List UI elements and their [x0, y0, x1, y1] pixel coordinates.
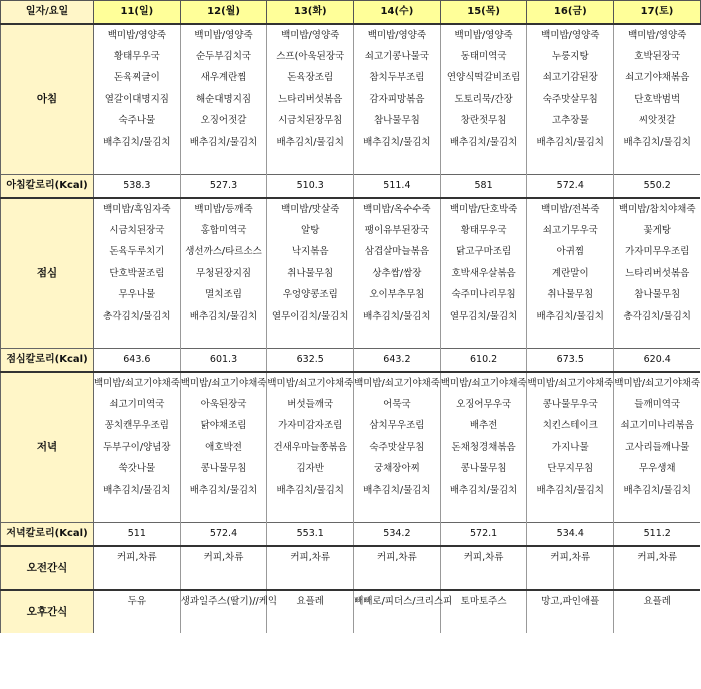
dinner-row: [1, 372, 701, 394]
menu-item: [267, 501, 354, 523]
menu-item: 무우나물: [94, 284, 181, 306]
menu-item: 홍합미역국: [180, 220, 267, 242]
menu-item: 배추김치/물김치: [180, 132, 267, 154]
menu-item: [267, 153, 354, 175]
menu-item: 가지나물: [527, 437, 614, 459]
menu-item: 백미밥/옥수수죽: [354, 198, 441, 220]
menu-item: 총각김치/물김치: [614, 306, 701, 328]
menu-item: 배추김치/물김치: [267, 132, 354, 154]
calorie-value: 511: [94, 523, 181, 547]
menu-item: 오이부추무침: [354, 284, 441, 306]
menu-item: 궁채장아찌: [354, 458, 441, 480]
menu-item: 돈채청경채볶음: [440, 437, 527, 459]
menu-item: 참나물무침: [354, 110, 441, 132]
lunch-row: [1, 220, 701, 242]
menu-item: 참치두부조림: [354, 67, 441, 89]
dinner-row: [1, 415, 701, 437]
menu-item: 단무지무침: [527, 458, 614, 480]
menu-item: 쇠고기미역국: [94, 394, 181, 416]
menu-item: 배추김치/물김치: [440, 480, 527, 502]
menu-item: 취나물무침: [267, 263, 354, 285]
calorie-value: 553.1: [267, 523, 354, 547]
menu-item: 백미밥/쇠고기야채죽: [440, 372, 527, 394]
dinner-row: [1, 501, 701, 523]
menu-item: 고추장물: [527, 110, 614, 132]
menu-item: 백미밥/쇠고기야채죽: [527, 372, 614, 394]
menu-item: 백미밥/쇠고기야채죽: [94, 372, 181, 394]
menu-item: 배추김치/물김치: [94, 132, 181, 154]
snack-item: 요플레: [614, 590, 701, 612]
menu-item: [614, 153, 701, 175]
snack-item: [94, 612, 181, 633]
menu-item: 황태무우국: [440, 220, 527, 242]
menu-item: 콩나물무침: [180, 458, 267, 480]
menu-item: 백미밥/등깨죽: [180, 198, 267, 220]
menu-item: 백미밥/흑임자죽: [94, 198, 181, 220]
menu-item: 배추김치/물김치: [354, 306, 441, 328]
lunch-row: [1, 241, 701, 263]
menu-item: 느타리버섯볶음: [267, 89, 354, 111]
menu-item: 백미밥/전복죽: [527, 198, 614, 220]
menu-item: 상추쌈/쌈장: [354, 263, 441, 285]
menu-item: [440, 327, 527, 349]
menu-item: 아욱된장국: [180, 394, 267, 416]
calorie-value: 673.5: [527, 349, 614, 373]
lunch-row: [1, 198, 701, 220]
menu-item: 배추김치/물김치: [94, 480, 181, 502]
menu-item: 가자미무우조림: [614, 241, 701, 263]
menu-item: [180, 501, 267, 523]
menu-item: 백미밥/참치야채죽: [614, 198, 701, 220]
calorie-value: 572.1: [440, 523, 527, 547]
snack-item: [354, 568, 441, 590]
calorie-value: 527.3: [180, 175, 267, 199]
menu-item: 총각김치/물김치: [94, 306, 181, 328]
day-header: 14(수): [354, 1, 441, 25]
menu-item: 고사리들깨나물: [614, 437, 701, 459]
snack-item: 생과일주스(딸기)//케익: [180, 590, 267, 612]
menu-item: [94, 153, 181, 175]
snack-item: [527, 568, 614, 590]
menu-item: 배추김치/물김치: [267, 480, 354, 502]
breakfast-label: 아침: [1, 24, 94, 175]
menu-item: 누룽지탕: [527, 46, 614, 68]
lunch-row: [1, 306, 701, 328]
header-label: 일자/요일: [1, 1, 94, 25]
menu-item: 백미밥/쇠고기야채죽: [267, 372, 354, 394]
menu-item: 참나물무침: [614, 284, 701, 306]
menu-item: 황태무우국: [94, 46, 181, 68]
menu-item: 도토리묵/간장: [440, 89, 527, 111]
calorie-value: 572.4: [527, 175, 614, 199]
menu-item: 느타리버섯볶음: [614, 263, 701, 285]
menu-item: 백미밥/맛살죽: [267, 198, 354, 220]
menu-item: 우엉양콩조림: [267, 284, 354, 306]
snack-item: 망고,파인애플: [527, 590, 614, 612]
day-header: 16(금): [527, 1, 614, 25]
breakfast-row: [1, 46, 701, 68]
calorie-value: 610.2: [440, 349, 527, 373]
day-header: 12(월): [180, 1, 267, 25]
calorie-value: 511.4: [354, 175, 441, 199]
breakfast-row: [1, 67, 701, 89]
snack-item: [614, 612, 701, 633]
menu-item: 돈육찌글이: [94, 67, 181, 89]
snack-item: 커피,차류: [94, 546, 181, 568]
menu-item: 생선까스/타르소스: [180, 241, 267, 263]
menu-item: [614, 327, 701, 349]
menu-item: 꽃게탕: [614, 220, 701, 242]
morning-snack-row: [1, 568, 701, 590]
menu-item: 쇠고기무우국: [527, 220, 614, 242]
menu-item: 배추김치/물김치: [440, 132, 527, 154]
snack-item: 커피,차류: [267, 546, 354, 568]
menu-item: 백미밥/단호박죽: [440, 198, 527, 220]
snack-item: [94, 568, 181, 590]
menu-item: 열무이김치/물김치: [267, 306, 354, 328]
menu-item: 연양식떡갈비조림: [440, 67, 527, 89]
menu-item: [267, 327, 354, 349]
morning-snack-row: [1, 546, 701, 568]
menu-item: 가자미감자조림: [267, 415, 354, 437]
calorie-value: 510.3: [267, 175, 354, 199]
menu-item: 닭야채조림: [180, 415, 267, 437]
menu-item: 백미밥/영양죽: [94, 24, 181, 46]
header-row: [1, 1, 701, 25]
breakfast-row: [1, 132, 701, 154]
menu-item: 배추김치/물김치: [527, 306, 614, 328]
snack-item: 빼빼로/피더스/크리스피: [354, 590, 441, 612]
menu-item: 어묵국: [354, 394, 441, 416]
menu-item: 숙주미나리무침: [440, 284, 527, 306]
menu-item: [614, 501, 701, 523]
menu-item: 백미밥/쇠고기야채죽: [614, 372, 701, 394]
snack-item: 커피,차류: [440, 546, 527, 568]
dinner-row: [1, 458, 701, 480]
menu-item: 백미밥/영양죽: [440, 24, 527, 46]
menu-item: 단호박꿀조림: [94, 263, 181, 285]
menu-item: 배추김치/물김치: [614, 132, 701, 154]
dinner-calorie-row: [1, 523, 701, 547]
menu-item: 쇠고기미나리볶음: [614, 415, 701, 437]
menu-item: 콩나물무우국: [527, 394, 614, 416]
calorie-value: 534.2: [354, 523, 441, 547]
snack-item: 커피,차류: [614, 546, 701, 568]
day-header: 13(화): [267, 1, 354, 25]
snack-item: 커피,차류: [354, 546, 441, 568]
menu-item: 닭고구마조림: [440, 241, 527, 263]
menu-item: 쑥갓나물: [94, 458, 181, 480]
menu-item: 배추김치/물김치: [354, 480, 441, 502]
menu-item: 숙주맛살무침: [527, 89, 614, 111]
day-header: 17(토): [614, 1, 701, 25]
dinner-calorie-label: 저녁칼로리(Kcal): [1, 523, 94, 547]
snack-item: 요플레: [267, 590, 354, 612]
menu-item: [440, 153, 527, 175]
afternoon-snack-row: [1, 590, 701, 612]
afternoon-snack-label: 오후간식: [1, 590, 94, 633]
menu-item: [94, 501, 181, 523]
menu-item: 치킨스테이크: [527, 415, 614, 437]
snack-item: [354, 612, 441, 633]
menu-item: 김자반: [267, 458, 354, 480]
dinner-row: [1, 437, 701, 459]
menu-item: 백미밥/영양죽: [614, 24, 701, 46]
menu-item: 씨앗젓갈: [614, 110, 701, 132]
lunch-calorie-label: 점심칼로리(Kcal): [1, 349, 94, 373]
menu-item: [180, 153, 267, 175]
breakfast-row: [1, 24, 701, 46]
menu-item: 멸치조림: [180, 284, 267, 306]
snack-item: [267, 568, 354, 590]
menu-item: 낙지볶음: [267, 241, 354, 263]
calorie-value: 620.4: [614, 349, 701, 373]
lunch-calorie-row: [1, 349, 701, 373]
menu-item: 스프(아욱된장국: [267, 46, 354, 68]
breakfast-row: [1, 153, 701, 175]
menu-item: [354, 153, 441, 175]
calorie-value: 550.2: [614, 175, 701, 199]
menu-item: 배추전: [440, 415, 527, 437]
menu-item: 무청된장지짐: [180, 263, 267, 285]
menu-item: [354, 327, 441, 349]
morning-snack-label: 오전간식: [1, 546, 94, 590]
menu-item: [354, 501, 441, 523]
menu-item: [527, 501, 614, 523]
breakfast-row: [1, 89, 701, 111]
menu-item: 시금치된장국: [94, 220, 181, 242]
menu-item: 단호박범벅: [614, 89, 701, 111]
dinner-row: [1, 394, 701, 416]
breakfast-calorie-row: [1, 175, 701, 199]
breakfast-row: [1, 110, 701, 132]
day-header: 15(목): [440, 1, 527, 25]
menu-item: 취나물무침: [527, 284, 614, 306]
menu-item: 숙주맛살무침: [354, 437, 441, 459]
dinner-row: [1, 480, 701, 502]
menu-item: 콩나물무침: [440, 458, 527, 480]
snack-item: [440, 612, 527, 633]
calorie-value: 538.3: [94, 175, 181, 199]
menu-item: 해순대명지짐: [180, 89, 267, 111]
menu-item: 무우생채: [614, 458, 701, 480]
menu-item: 배추김치/물김치: [180, 306, 267, 328]
menu-item: 삼치무우조림: [354, 415, 441, 437]
calorie-value: 601.3: [180, 349, 267, 373]
afternoon-snack-row: [1, 612, 701, 633]
lunch-label: 점심: [1, 198, 94, 349]
calorie-value: 581: [440, 175, 527, 199]
lunch-row: [1, 284, 701, 306]
menu-item: 백미밥/영양죽: [180, 24, 267, 46]
menu-item: [180, 327, 267, 349]
snack-item: [180, 568, 267, 590]
snack-item: [440, 568, 527, 590]
menu-item: 감자피망볶음: [354, 89, 441, 111]
snack-item: 두유: [94, 590, 181, 612]
snack-item: [180, 612, 267, 633]
menu-item: 쇠고기감된장: [527, 67, 614, 89]
menu-item: [527, 327, 614, 349]
menu-item: 시금치된장무침: [267, 110, 354, 132]
menu-item: 두부구이/양념장: [94, 437, 181, 459]
menu-item: 백미밥/영양죽: [527, 24, 614, 46]
calorie-value: 572.4: [180, 523, 267, 547]
menu-item: 동태미역국: [440, 46, 527, 68]
breakfast-calorie-label: 아침칼로리(Kcal): [1, 175, 94, 199]
menu-item: 백미밥/영양죽: [267, 24, 354, 46]
snack-item: [267, 612, 354, 633]
menu-item: 애호박전: [180, 437, 267, 459]
menu-item: 백미밥/쇠고기야채죽: [354, 372, 441, 394]
menu-item: 백미밥/영양죽: [354, 24, 441, 46]
menu-item: 팽이유부된장국: [354, 220, 441, 242]
calorie-value: 643.6: [94, 349, 181, 373]
menu-item: 배추김치/물김치: [180, 480, 267, 502]
day-header: 11(일): [94, 1, 181, 25]
menu-item: 배추김치/물김치: [527, 132, 614, 154]
lunch-row: [1, 263, 701, 285]
menu-item: 새우계란찜: [180, 67, 267, 89]
menu-item: 백미밥/쇠고기야채죽: [180, 372, 267, 394]
menu-item: 삼겹살마늘볶음: [354, 241, 441, 263]
menu-item: 순두부김치국: [180, 46, 267, 68]
menu-item: 쇠고기야채볶음: [614, 67, 701, 89]
calorie-value: 534.4: [527, 523, 614, 547]
menu-item: 호박새우살볶음: [440, 263, 527, 285]
dinner-label: 저녁: [1, 372, 94, 523]
menu-item: [527, 153, 614, 175]
calorie-value: 643.2: [354, 349, 441, 373]
menu-item: [94, 327, 181, 349]
snack-item: [527, 612, 614, 633]
menu-item: [440, 501, 527, 523]
menu-item: 들깨미역국: [614, 394, 701, 416]
menu-item: 계란말이: [527, 263, 614, 285]
menu-item: 배추김치/물김치: [614, 480, 701, 502]
menu-item: 열무김치/물김치: [440, 306, 527, 328]
menu-item: 돈육두루치기: [94, 241, 181, 263]
menu-item: 아귀찜: [527, 241, 614, 263]
menu-item: 창란젓무침: [440, 110, 527, 132]
menu-item: 돈육장조림: [267, 67, 354, 89]
snack-item: [614, 568, 701, 590]
menu-item: 호박된장국: [614, 46, 701, 68]
menu-item: 열갈이대명지짐: [94, 89, 181, 111]
snack-item: 커피,차류: [527, 546, 614, 568]
snack-item: 커피,차류: [180, 546, 267, 568]
calorie-value: 511.2: [614, 523, 701, 547]
menu-item: 배추김치/물김치: [354, 132, 441, 154]
menu-item: 버섯들깨국: [267, 394, 354, 416]
menu-item: 꽁치캔무우조림: [94, 415, 181, 437]
menu-item: 배추김치/물김치: [527, 480, 614, 502]
menu-item: 오징어무우국: [440, 394, 527, 416]
menu-item: 오징어젓갈: [180, 110, 267, 132]
menu-item: 숙주나물: [94, 110, 181, 132]
snack-item: 토마토주스: [440, 590, 527, 612]
menu-item: 알탕: [267, 220, 354, 242]
menu-item: 쇠고기콩나물국: [354, 46, 441, 68]
calorie-value: 632.5: [267, 349, 354, 373]
menu-item: 건새우마늘쫑볶음: [267, 437, 354, 459]
lunch-row: [1, 327, 701, 349]
